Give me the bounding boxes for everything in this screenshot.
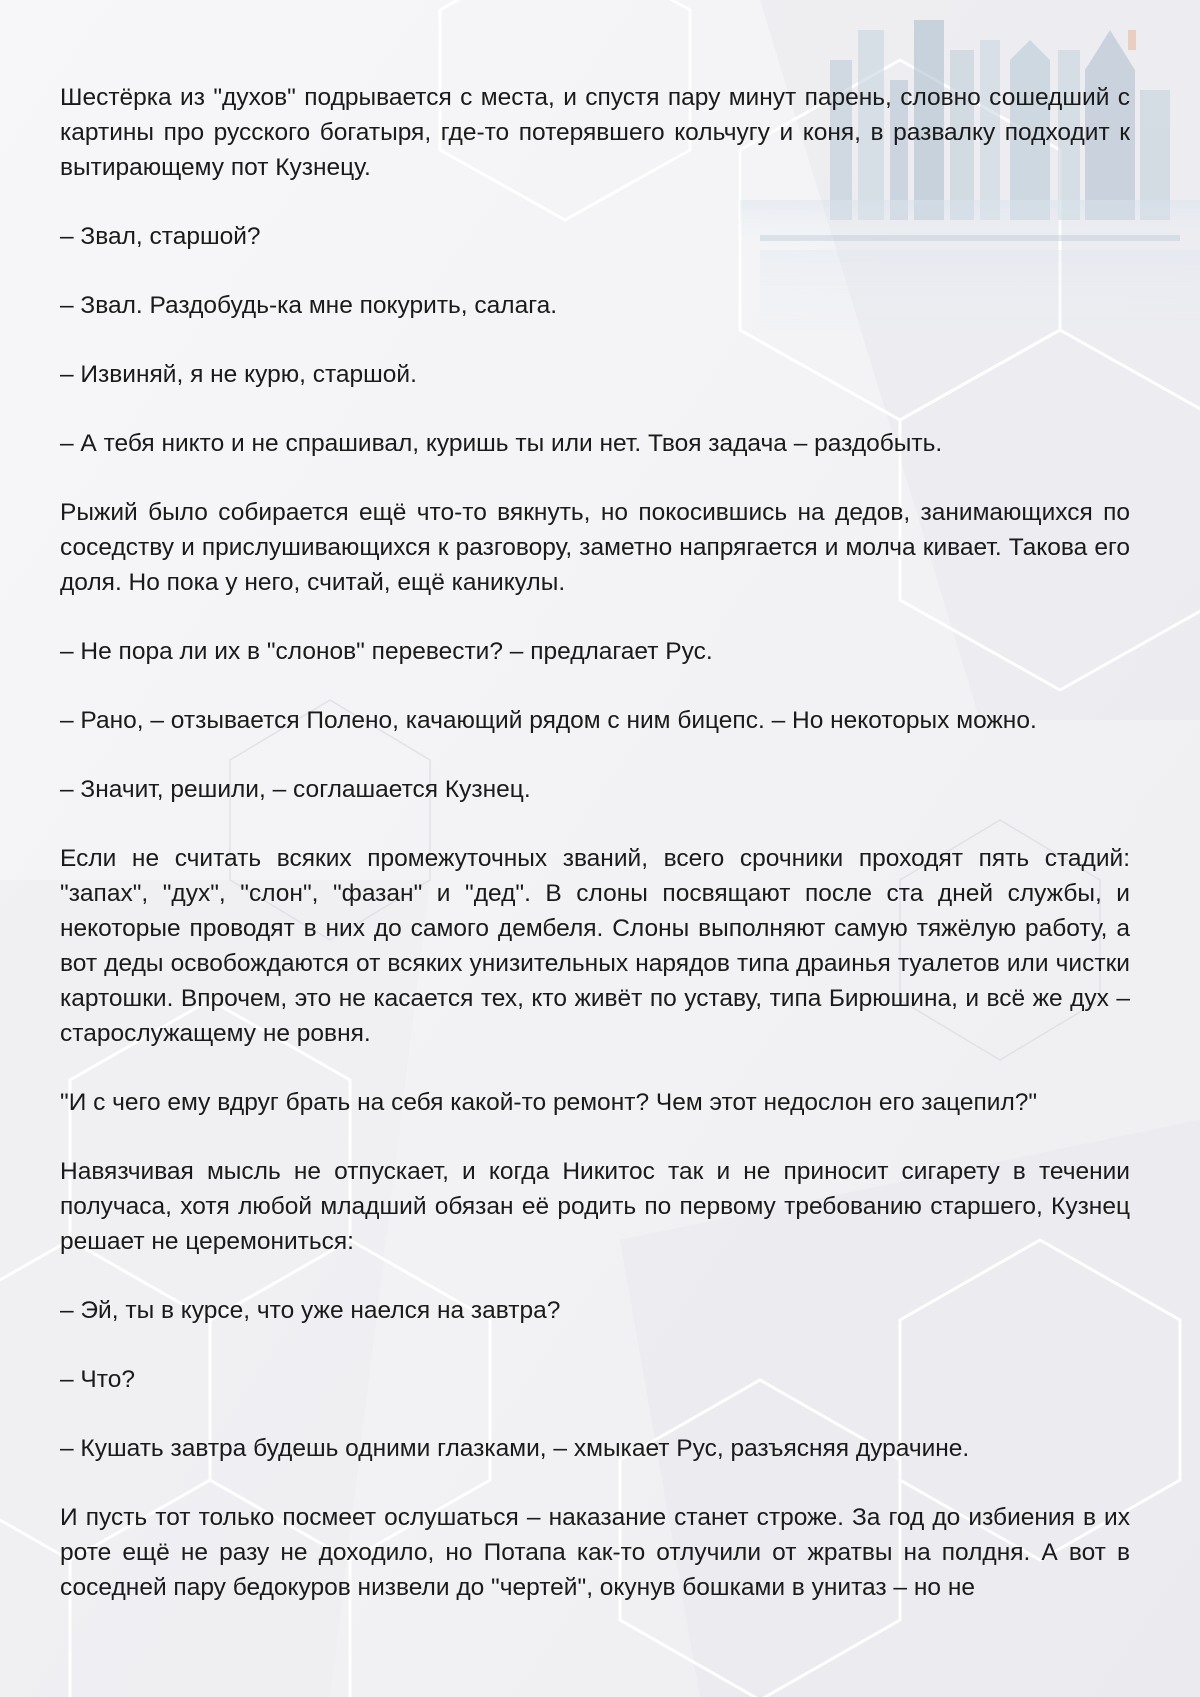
paragraph-narration: Если не считать всяких промежуточных званий, всего срочники проходят пять стадий: "запах", "дух", "слон", "фазан" и "дед". В слоны посвящают после ста дней службы, и некоторые проводят в них до самого дембеля. Слоны выполняют самую тяжёлую работу, а вот деды освобождаются от всяких унизительных нарядов типа драинья туалетов или чистки картошки. Впрочем, это не касается тех, кто живёт по уставу, типа Бирюшина, и всё же дух – старослужащему не ровня. [60,845,1130,1047]
paragraph-dialog: – Извиняй, я не курю, старшой. [60,361,417,388]
paragraph-dialog: – Эй, ты в курсе, что уже наелся на завтра? [60,1297,561,1324]
paragraph-dialog: – Звал. Раздобудь-ка мне покурить, салага. [60,292,558,319]
paragraph-narration: И пусть тот только посмеет ослушаться – наказание станет строже. За год до избиения в их роте ещё не разу не доходило, но Потапа как-то отлучили от жратвы на полдня. А вот в соседней пару бедокуров низвели до "чертей", окунув бошками в унитаз – но не [60,1504,1130,1601]
paragraph-quote: "И с чего ему вдруг брать на себя какой-то ремонт? Чем этот недослон его зацепил?" [60,1089,1038,1116]
document-body [60,80,1130,1639]
paragraph-narration: Шестёрка из "духов" подрывается с места, и спустя пару минут парень, словно сошедший с картины про русского богатыря, где-то потерявшего кольчугу и коня, в развалку подходит к вытирающему пот Кузнецу. [60,84,1130,181]
paragraph-dialog: – Звал, старшой? [60,223,261,250]
paragraph-dialog: – Значит, решили, – соглашается Кузнец. [60,776,531,803]
paragraph-dialog: – Не пора ли их в "слонов" перевести? – предлагает Рус. [60,638,713,665]
paragraph-dialog: – Рано, – отзывается Полено, качающий рядом с ним бицепс. – Но некоторых можно. [60,707,1037,734]
paragraph-dialog: – Что? [60,1366,135,1393]
paragraph-narration: Навязчивая мысль не отпускает, и когда Никитос так и не приносит сигарету в течении получаса, хотя любой младший обязан её родить по первому требованию старшего, Кузнец решает не церемониться: [60,1158,1130,1255]
paragraph-narration: Рыжий было собирается ещё что-то вякнуть, но покосившись на дедов, занимающихся по соседству и прислушивающихся к разговору, заметно напрягается и молча кивает. Такова его доля. Но пока у него, считай, ещё каникулы. [60,499,1130,596]
paragraph-dialog: – А тебя никто и не спрашивал, куришь ты или нет. Твоя задача – раздобыть. [60,430,943,457]
paragraph-dialog: – Кушать завтра будешь одними глазками, – хмыкает Рус, разъясняя дурачине. [60,1435,970,1462]
